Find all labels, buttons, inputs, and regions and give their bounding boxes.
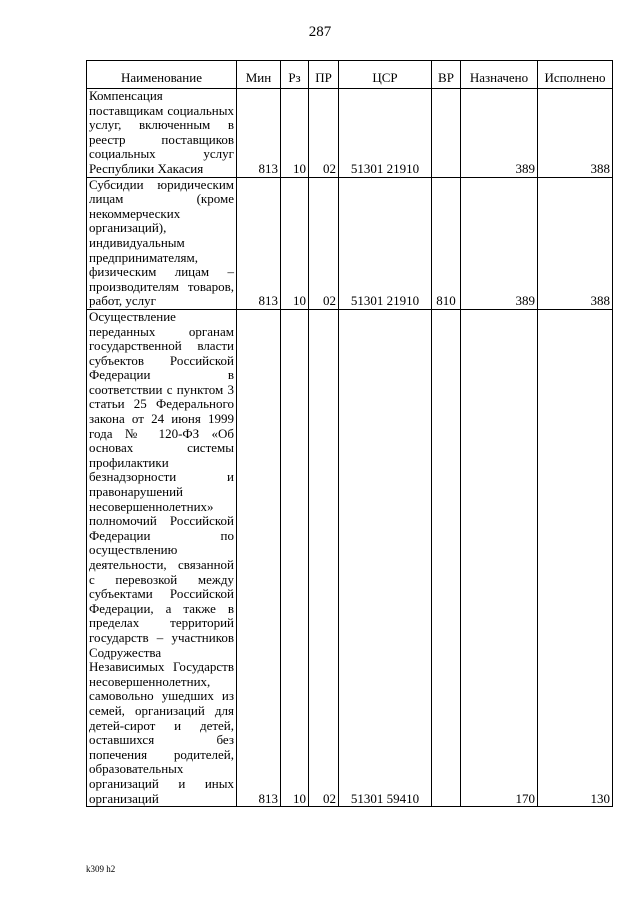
header-name: Наименование [87,61,237,89]
table-header-row [87,61,613,89]
header-rz: Рз [281,61,309,89]
row-csr: 51301 21910 [339,89,432,178]
header-executed: Исполнено [538,61,613,89]
row-name: Осуществление переданных органам государственной власти субъектов Российской Федерации в соответствии с пунктом 3 статьи 25 Федерального закона от 24 июня 1999 года № 120-ФЗ «Об основах системы профилактики безнадзорности и правонарушений несовершеннолетних» полномочий Российской Федерации по осуществлению деятельности, связанной с перевозкой между субъектами Российской Федерации, а также в пределах территорий государств – участников Содружества Независимых Государств несовершеннолетних, самовольно ушедших из семей, организаций для детей-сирот и детей, оставшихся без попечения родителей, образовательных организаций и иных организаций [87,309,237,806]
row-executed: 388 [538,89,613,178]
table-row [87,177,613,309]
row-vr [432,89,461,178]
header-min: Мин [237,61,281,89]
row-rz: 10 [281,177,309,309]
row-min: 813 [237,309,281,806]
row-pr: 02 [309,309,339,806]
header-assigned: Назначено [461,61,538,89]
row-min: 813 [237,177,281,309]
row-vr [432,309,461,806]
row-name: Субсидии юридическим лицам (кроме некоммерческих организаций), индивидуальным предпринимателям, физическим лицам – производителям товаров, работ, услуг [87,177,237,309]
footer-document-code: k309 h2 [86,864,116,874]
row-executed: 130 [538,309,613,806]
header-pr: ПР [309,61,339,89]
row-csr: 51301 21910 [339,177,432,309]
table-row [87,89,613,178]
row-pr: 02 [309,177,339,309]
header-vr: ВР [432,61,461,89]
row-vr: 810 [432,177,461,309]
row-assigned: 389 [461,89,538,178]
page-number: 287 [308,24,332,40]
row-pr: 02 [309,89,339,178]
table-row [87,309,613,806]
row-csr: 51301 59410 [339,309,432,806]
budget-table [86,60,613,807]
row-name: Компенсация поставщикам социальных услуг, включенным в реестр поставщиков социальных услуг Республики Хакасия [87,89,237,178]
row-rz: 10 [281,89,309,178]
row-executed: 388 [538,177,613,309]
row-assigned: 170 [461,309,538,806]
row-min: 813 [237,89,281,178]
row-rz: 10 [281,309,309,806]
header-csr: ЦСР [339,61,432,89]
row-assigned: 389 [461,177,538,309]
